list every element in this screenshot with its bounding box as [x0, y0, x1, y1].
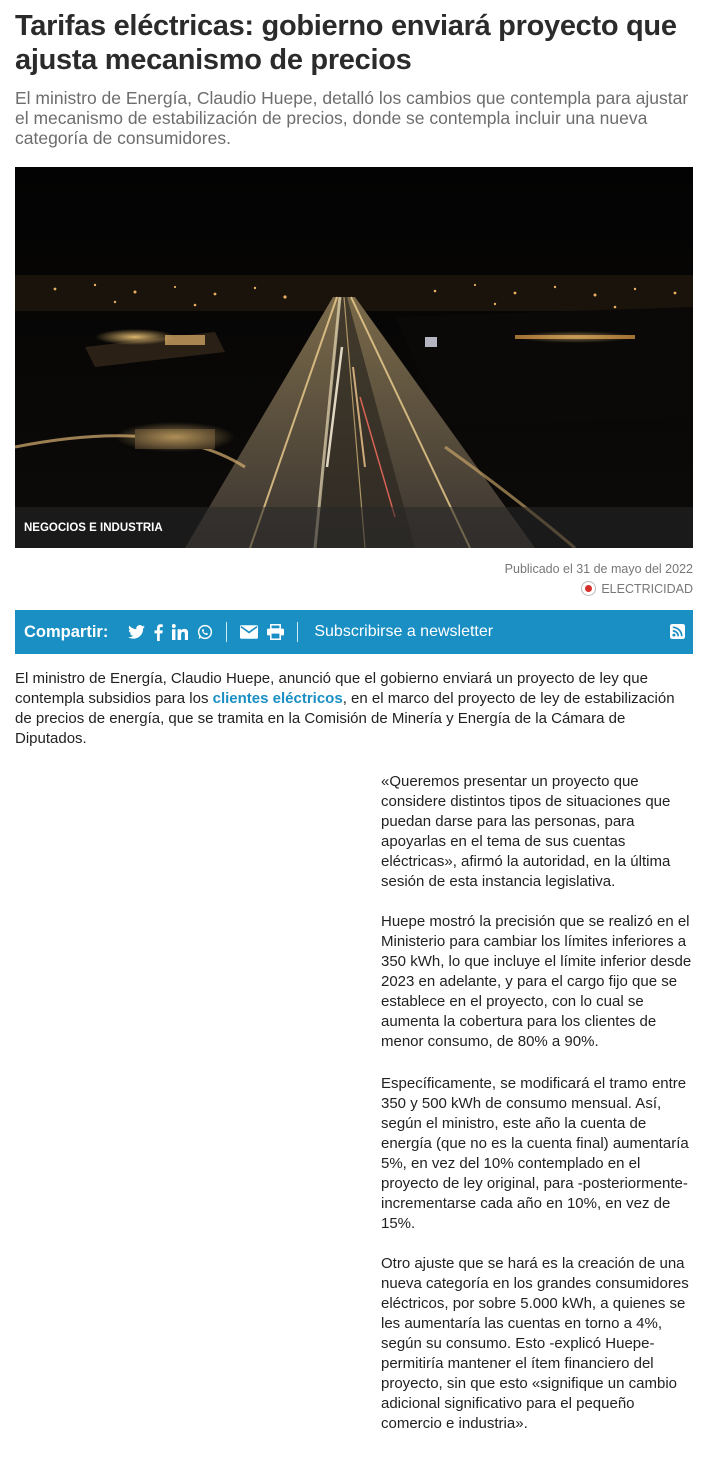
- article-tag[interactable]: [581, 581, 693, 596]
- twitter-icon[interactable]: [128, 625, 145, 639]
- print-icon[interactable]: [267, 624, 284, 640]
- whatsapp-icon[interactable]: [197, 624, 213, 640]
- share-label: Compartir:: [24, 622, 109, 641]
- article-lead: El ministro de Energía, Claudio Huepe, detalló los cambios que contempla para ajustar el mecanismo de estabilización de precios, donde se contempla incluir una nueva categoría de consumidores.: [15, 88, 689, 148]
- published-date: Publicado el 31 de mayo del 2022: [504, 562, 693, 576]
- tag-dot-icon: [581, 581, 596, 596]
- body-paragraph-2: «Queremos presentar un proyecto que considere distintos tipos de situaciones que puedan darse para las personas, para apoyarlas en el tema de sus cuentas eléctricas», afirmó la autoridad, en la última sesión de esta instancia legislativa.: [381, 773, 671, 890]
- clientes-electricos-link[interactable]: clientes eléctricos: [212, 690, 343, 707]
- linkedin-icon[interactable]: [172, 624, 188, 640]
- facebook-icon[interactable]: [154, 624, 163, 641]
- newsletter-link[interactable]: Subscribirse a newsletter: [314, 623, 494, 640]
- night-highway-photo: [15, 167, 693, 548]
- image-category[interactable]: NEGOCIOS E INDUSTRIA: [24, 522, 163, 534]
- body-paragraph-1: [15, 669, 693, 749]
- hero-image[interactable]: [15, 167, 693, 548]
- share-icons: [128, 622, 302, 642]
- rss-icon[interactable]: [670, 624, 685, 644]
- body-paragraph-3: Huepe mostró la precisión que se realizó en el Ministerio para cambiar los límites inferiores a 350 kWh, lo que incluye el límite inferior desde 2023 en adelante, y para el cargo fijo que se establece en el proyecto, con lo cual se aumenta la cobertura para los clientes de menor consumo, de 80% a 90%.: [381, 913, 692, 1050]
- tag-label[interactable]: ELECTRICIDAD: [601, 581, 693, 596]
- email-icon[interactable]: [240, 625, 258, 639]
- paragraph-text: , en el marco del proyecto de ley de estabilización de precios de energía, que se tramita en la Comisión de Minería y Energía de la Cámara de Diputados.: [15, 690, 675, 747]
- image-category-overlay: [15, 507, 693, 548]
- share-separator: [297, 622, 298, 642]
- body-paragraph-4: Específicamente, se modificará el tramo entre 350 y 500 kWh de consumo mensual. Así, según el ministro, este año la cuenta de energía (que no es la cuenta final) aumentaría 5%, en vez del 10% contemplado en el proyecto de ley original, para -posteriormente- incrementarse cada año en 10%, en vez de 15%.: [381, 1075, 689, 1232]
- paragraph-text: El ministro de Energía, Claudio Huepe, anunció que el gobierno enviará un proyecto de ley que contempla subsidios para los: [15, 670, 648, 707]
- body-paragraph-5: Otro ajuste que se hará es la creación de una nueva categoría en los grandes consumidores eléctricos, por sobre 5.000 kWh, a quienes se les aumentaría las cuentas en torno a 4%, según su consumo. Esto -explicó Huepe- permitiría mantener el ítem financiero del proyecto, sin que esto «signifique un cambio adicional significativo para el pequeño comercio e industria».: [381, 1255, 689, 1432]
- share-bar: [15, 610, 693, 654]
- share-separator: [226, 622, 227, 642]
- article-title: Tarifas eléctricas: gobierno enviará proyecto que ajusta mecanismo de precios: [15, 10, 677, 76]
